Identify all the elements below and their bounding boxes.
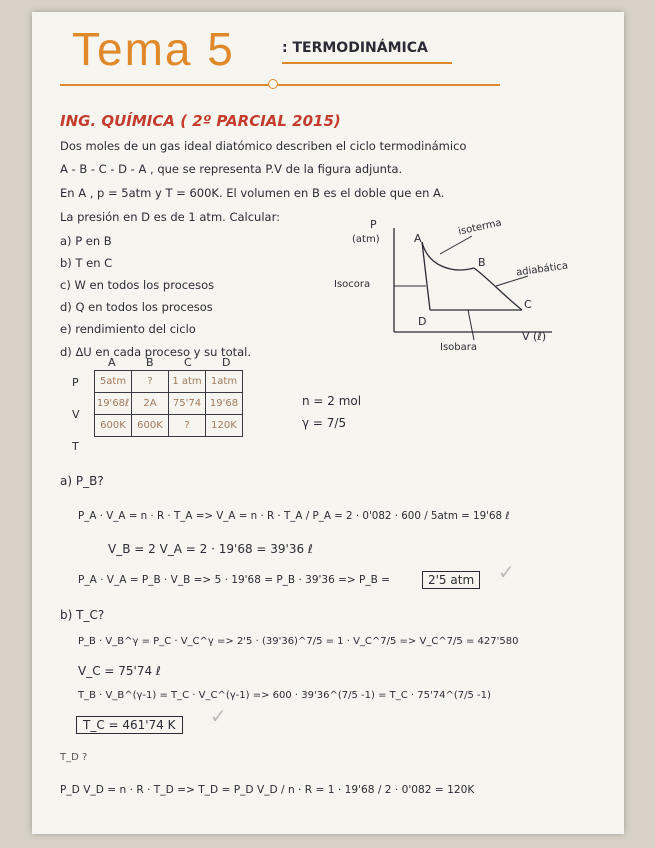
point-a: A: [414, 232, 422, 245]
section-title: ING. QUÍMICA ( 2º PARCIAL 2015): [60, 112, 341, 130]
isotherm-curve: [422, 242, 474, 270]
question-d: d) Q en todos los procesos: [60, 300, 213, 314]
point-c: C: [524, 298, 532, 311]
question-f: d) ΔU en cada proceso y su total.: [60, 345, 252, 359]
table-cell: 5atm: [95, 371, 132, 393]
question-c: c) W en todos los procesos: [60, 278, 215, 292]
adiabatic-curve: [474, 268, 522, 310]
solution-a-heading: a) P_B?: [60, 474, 104, 488]
solution-b-heading: b) T_C?: [60, 608, 105, 622]
statement-line-1: Dos moles de un gas ideal diatómico describen el ciclo termodinámico: [60, 139, 467, 153]
solution-d-line-1: P_D V_D = n · R · T_D => T_D = P_D V_D / n · R = 1 · 19'68 / 2 · 0'082 = 120K: [60, 784, 475, 796]
question-a: a) P en B: [60, 234, 112, 248]
col-header-d: D: [222, 356, 231, 369]
solution-a-line-1: P_A · V_A = n · R · T_A => V_A = n · R · T_A / P_A = 2 · 0'082 · 600 / 5atm = 19'68 ℓ: [78, 510, 510, 522]
table-row: [95, 415, 243, 437]
checkmark-icon: ✓: [498, 560, 515, 584]
given-n: n = 2 mol: [302, 394, 362, 408]
label-isotherm: isoterma: [457, 217, 503, 238]
row-header-t: T: [72, 440, 79, 453]
solution-a-line-3: P_A · V_A = P_B · V_B => 5 · 19'68 = P_B · 39'36 => P_B =: [78, 574, 390, 586]
table-cell: ?: [169, 415, 206, 437]
title-underline: [60, 84, 500, 86]
statement-line-3: En A , p = 5atm y T = 600K. El volumen en B es el doble que en A.: [60, 186, 445, 200]
table-cell: ?: [132, 371, 169, 393]
row-header-p: P: [72, 376, 79, 389]
table-cell: 19'68ℓ: [95, 393, 132, 415]
label-isochore: Isocora: [334, 279, 371, 290]
given-gamma: γ = 7/5: [302, 416, 347, 430]
result-pb: 2'5 atm: [422, 571, 480, 589]
solution-d-heading: T_D ?: [60, 752, 88, 763]
title-bullet: [268, 79, 278, 89]
solution-b-line-1: P_B · V_B^γ = P_C · V_C^γ => 2'5 · (39'36)^7/5 = 1 · V_C^7/5 => V_C^7/5 = 427'580: [78, 636, 519, 647]
isotherm-pointer: [440, 236, 472, 254]
checkmark-icon: ✓: [210, 704, 227, 728]
table-cell: 2A: [132, 393, 169, 415]
col-header-c: C: [184, 356, 192, 369]
table-cell: 120K: [206, 415, 243, 437]
diagram-v-label: V (ℓ): [522, 330, 547, 343]
statement-line-4: La presión en D es de 1 atm. Calcular:: [60, 210, 280, 224]
question-b: b) T en C: [60, 256, 113, 270]
table-cell: 600K: [132, 415, 169, 437]
page-title: Tema 5: [72, 23, 235, 75]
row-header-v: V: [72, 408, 80, 421]
solution-a-line-2: V_B = 2 V_A = 2 · 19'68 = 39'36 ℓ: [108, 542, 313, 556]
notebook-page: [32, 12, 624, 834]
isobar-pointer: [468, 310, 474, 340]
page-subtitle: : TERMODINÁMICA: [282, 40, 428, 56]
diagram-p-label: P: [370, 218, 377, 231]
solution-b-line-3: T_B · V_B^(γ-1) = T_C · V_C^(γ-1) => 600 · 39'36^(7/5 -1) = T_C · 75'74^(7/5 -1): [78, 690, 491, 701]
result-tc: T_C = 461'74 K: [76, 716, 183, 734]
point-d: D: [418, 315, 427, 328]
col-header-a: A: [108, 356, 116, 369]
table-row: [95, 393, 243, 415]
table-cell: 19'68: [206, 393, 243, 415]
table-cell: 1 atm: [169, 371, 206, 393]
table-row: [95, 371, 243, 393]
diagram-p-unit: (atm): [352, 234, 380, 245]
question-e: e) rendimiento del ciclo: [60, 322, 196, 336]
col-header-b: B: [146, 356, 154, 369]
state-table: [94, 370, 243, 437]
solution-b-line-2: V_C = 75'74 ℓ: [78, 664, 161, 678]
point-b: B: [478, 256, 486, 269]
table-cell: 600K: [95, 415, 132, 437]
table-cell: 75'74: [169, 393, 206, 415]
subtitle-underline: [282, 62, 452, 64]
label-isobar: Isobara: [440, 342, 477, 353]
table-cell: 1atm: [206, 371, 243, 393]
statement-line-2: A - B - C - D - A , que se representa P.V de la figura adjunta.: [60, 162, 403, 176]
label-adiabatic: adiabática: [515, 260, 569, 279]
